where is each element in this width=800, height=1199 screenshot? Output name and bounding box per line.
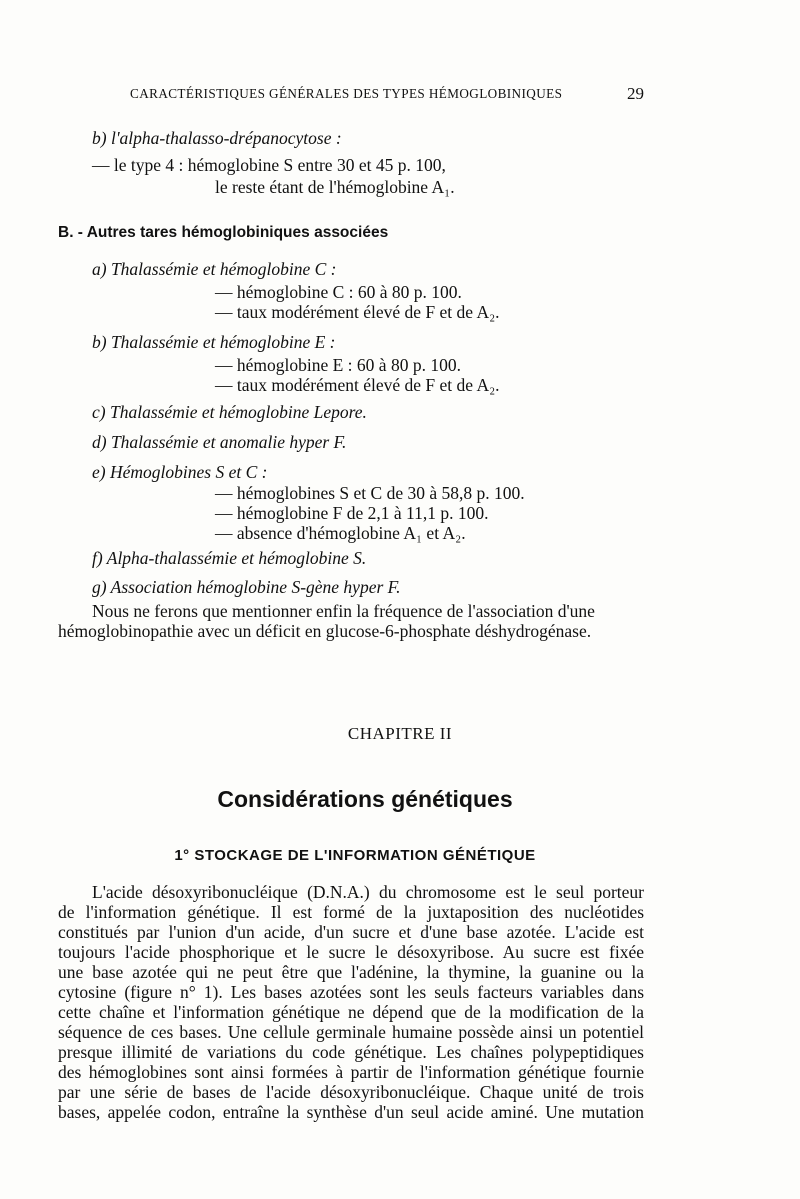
item-b-alpha-heading: b) l'alpha-thalasso-drépanocytose : [92,128,342,148]
item-f-heading: f) Alpha-thalassémie et hémoglobine S. [92,548,367,568]
body-line: presque illimité de variations du code génétique. Les chaînes polypeptidiques [58,1042,644,1062]
running-header: CARACTÉRISTIQUES GÉNÉRALES DES TYPES HÉMOGLOBINIQUES [130,86,563,101]
item-e-line1: — hémoglobines S et C de 30 à 58,8 p. 100. [215,483,525,503]
item-e-line2: — hémoglobine F de 2,1 à 11,1 p. 100. [215,503,489,523]
page-number: 29 [627,84,644,103]
body-line: bases, appelée codon, entraîne la synthèse d'un seul acide aminé. Une mutation [58,1102,644,1122]
item-b-line1: — hémoglobine E : 60 à 80 p. 100. [215,355,461,375]
item-d-heading: d) Thalassémie et anomalie hyper F. [92,432,347,452]
body-line: cette chaîne et l'information génétique ne dépend que de la modification de la [58,1002,644,1022]
section-b-title: B. - Autres tares hémoglobiniques associées [58,224,389,241]
item-c-heading: c) Thalassémie et hémoglobine Lepore. [92,402,367,422]
body-line: des hémoglobines sont ainsi formées à partir de l'information génétique fournie [58,1062,644,1082]
body-line: constitués par l'union d'un acide, d'un sucre et d'une base azotée. L'acide est [58,922,644,942]
chapter-label: CHAPITRE II [347,724,453,743]
chapter-title: Considérations génétiques [217,786,513,812]
body-line: séquence de ces bases. Une cellule germinale humaine possède ainsi un potentiel [58,1022,644,1042]
item-a-line2: — taux modérément élevé de F et de A₂. [215,302,500,322]
section-subtitle: 1° STOCKAGE DE L'INFORMATION GÉNÉTIQUE [174,847,536,864]
item-e-line3: — absence d'hémoglobine A₁ et A₂. [215,523,466,543]
body-line: de l'information génétique. Il est formé de la juxtaposition des nucléotides [58,902,644,922]
closing-line1: Nous ne ferons que mentionner enfin la fréquence de l'association d'une [92,601,595,621]
body-line: par une série de bases de l'acide désoxyribonucléique. Chaque unité de trois [58,1082,644,1102]
item-b-alpha-line1: — le type 4 : hémoglobine S entre 30 et 45 p. 100, [92,155,446,175]
body-line: L'acide désoxyribonucléique (D.N.A.) du chromosome est le seul porteur [92,882,644,902]
body-line: toujours l'acide phosphorique et le sucre le désoxyribose. Au sucre est fixée [58,942,644,962]
item-b-heading: b) Thalassémie et hémoglobine E : [92,332,336,352]
item-g-heading: g) Association hémoglobine S-gène hyper F. [92,577,401,597]
item-e-heading: e) Hémoglobines S et C : [92,462,268,482]
body-line: cytosine (figure n° 1). Les bases azotées sont les seuls facteurs variables dans [58,982,644,1002]
item-b-line2: — taux modérément élevé de F et de A₂. [215,375,500,395]
item-a-line1: — hémoglobine C : 60 à 80 p. 100. [215,282,462,302]
item-b-alpha-line2: le reste étant de l'hémoglobine A₁. [215,177,455,197]
item-a-heading: a) Thalassémie et hémoglobine C : [92,259,337,279]
body-line: une base azotée qui ne peut être que l'adénine, la thymine, la guanine ou la [58,962,644,982]
closing-line2: hémoglobinopathie avec un déficit en glucose-6-phosphate déshydrogénase. [58,621,592,641]
